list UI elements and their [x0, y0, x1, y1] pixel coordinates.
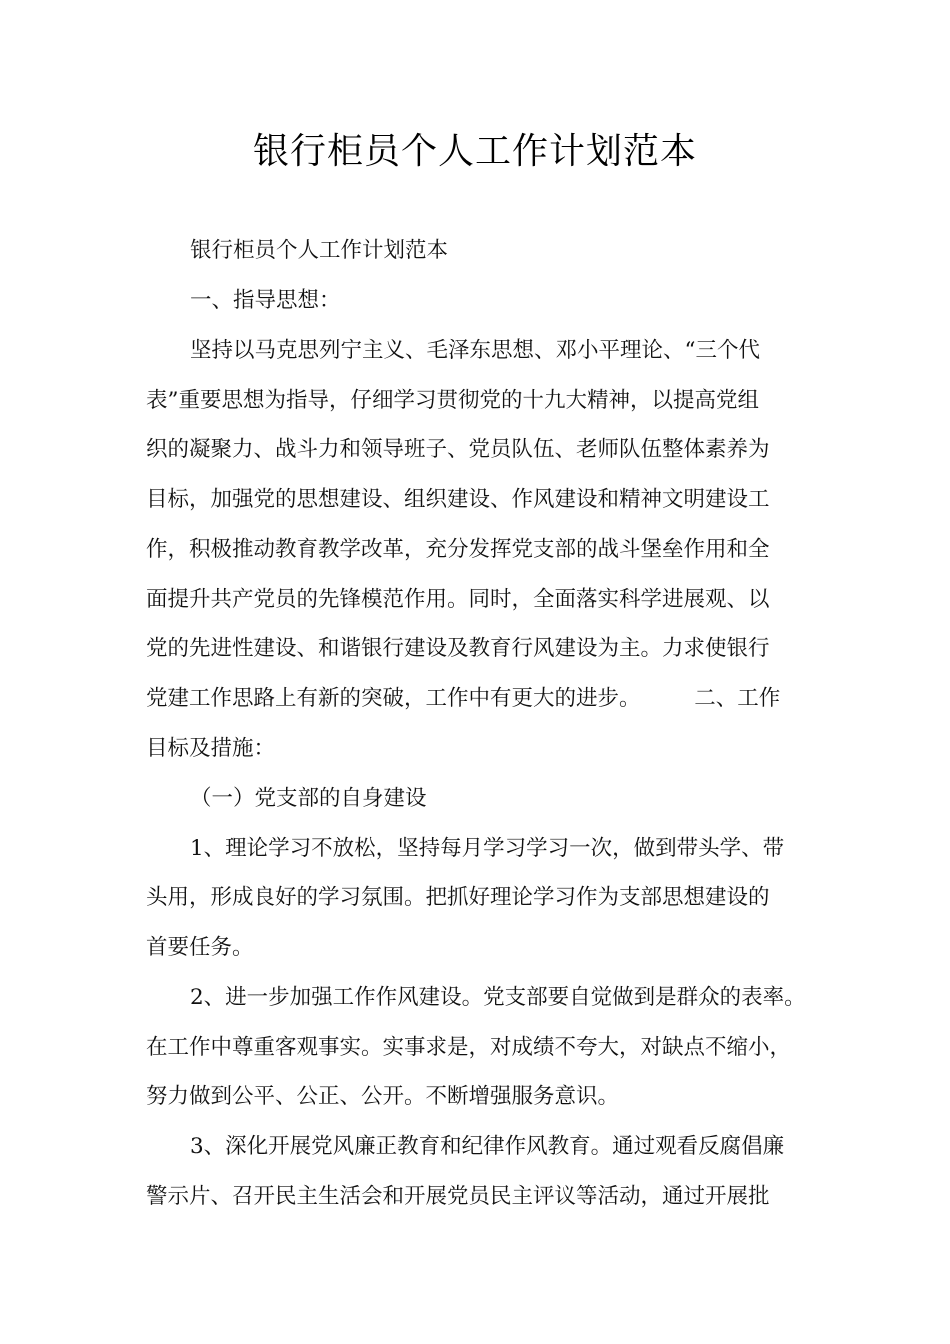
paragraph-line: 3、深化开展党风廉正教育和纪律作风教育。通过观看反腐倡廉 — [190, 1134, 785, 1159]
paragraph-line: 努力做到公平、公正、公开。不断增强服务意识。 — [146, 1084, 620, 1109]
document-title: 银行柜员个人工作计划范本 — [252, 131, 697, 172]
paragraph-line: 织的凝聚力、战斗力和领导班子、党员队伍、老师队伍整体素养为 — [146, 437, 770, 462]
subsection-heading: （一）党支部的自身建设 — [190, 786, 427, 811]
paragraph-line: 头用，形成良好的学习氛围。把抓好理论学习作为支部思想建设的 — [146, 885, 770, 910]
paragraph-line: 党的先进性建设、和谐银行建设及教育行风建设为主。力求使银行 — [146, 636, 770, 661]
paragraph-line: 在工作中尊重客观事实。实事求是，对成绩不夸大，对缺点不缩小， — [146, 1035, 792, 1060]
paragraph-line: 目标，加强党的思想建设、组织建设、作风建设和精神文明建设工 — [146, 487, 770, 512]
paragraph-line: 2、进一步加强工作作风建设。党支部要自觉做到是群众的表率。 — [190, 985, 806, 1010]
paragraph-line: 作，积极推动教育教学改革，充分发挥党支部的战斗堡垒作用和全 — [146, 537, 770, 562]
paragraph-line: 党建工作思路上有新的突破，工作中有更大的进步。 二、工作 — [146, 686, 781, 711]
body-line-subtitle: 银行柜员个人工作计划范本 — [190, 238, 449, 263]
paragraph-line: 表”重要思想为指导，仔细学习贯彻党的十九大精神，以提高党组 — [146, 388, 759, 413]
paragraph-line: 面提升共产党员的先锋模范作用。同时，全面落实科学进展观、以 — [146, 587, 770, 612]
paragraph-line: 首要任务。 — [146, 935, 254, 960]
paragraph-line: 警示片、召开民主生活会和开展党员民主评议等活动，通过开展批 — [146, 1184, 770, 1209]
paragraph-line: 1、理论学习不放松，坚持每月学习学习一次，做到带头学、带 — [190, 836, 785, 861]
section-heading-guiding-thought: 一、指导思想： — [190, 288, 341, 313]
paragraph-line: 坚持以马克思列宁主义、毛泽东思想、邓小平理论、“三个代 — [190, 338, 760, 363]
paragraph-line: 目标及措施： — [146, 736, 276, 761]
